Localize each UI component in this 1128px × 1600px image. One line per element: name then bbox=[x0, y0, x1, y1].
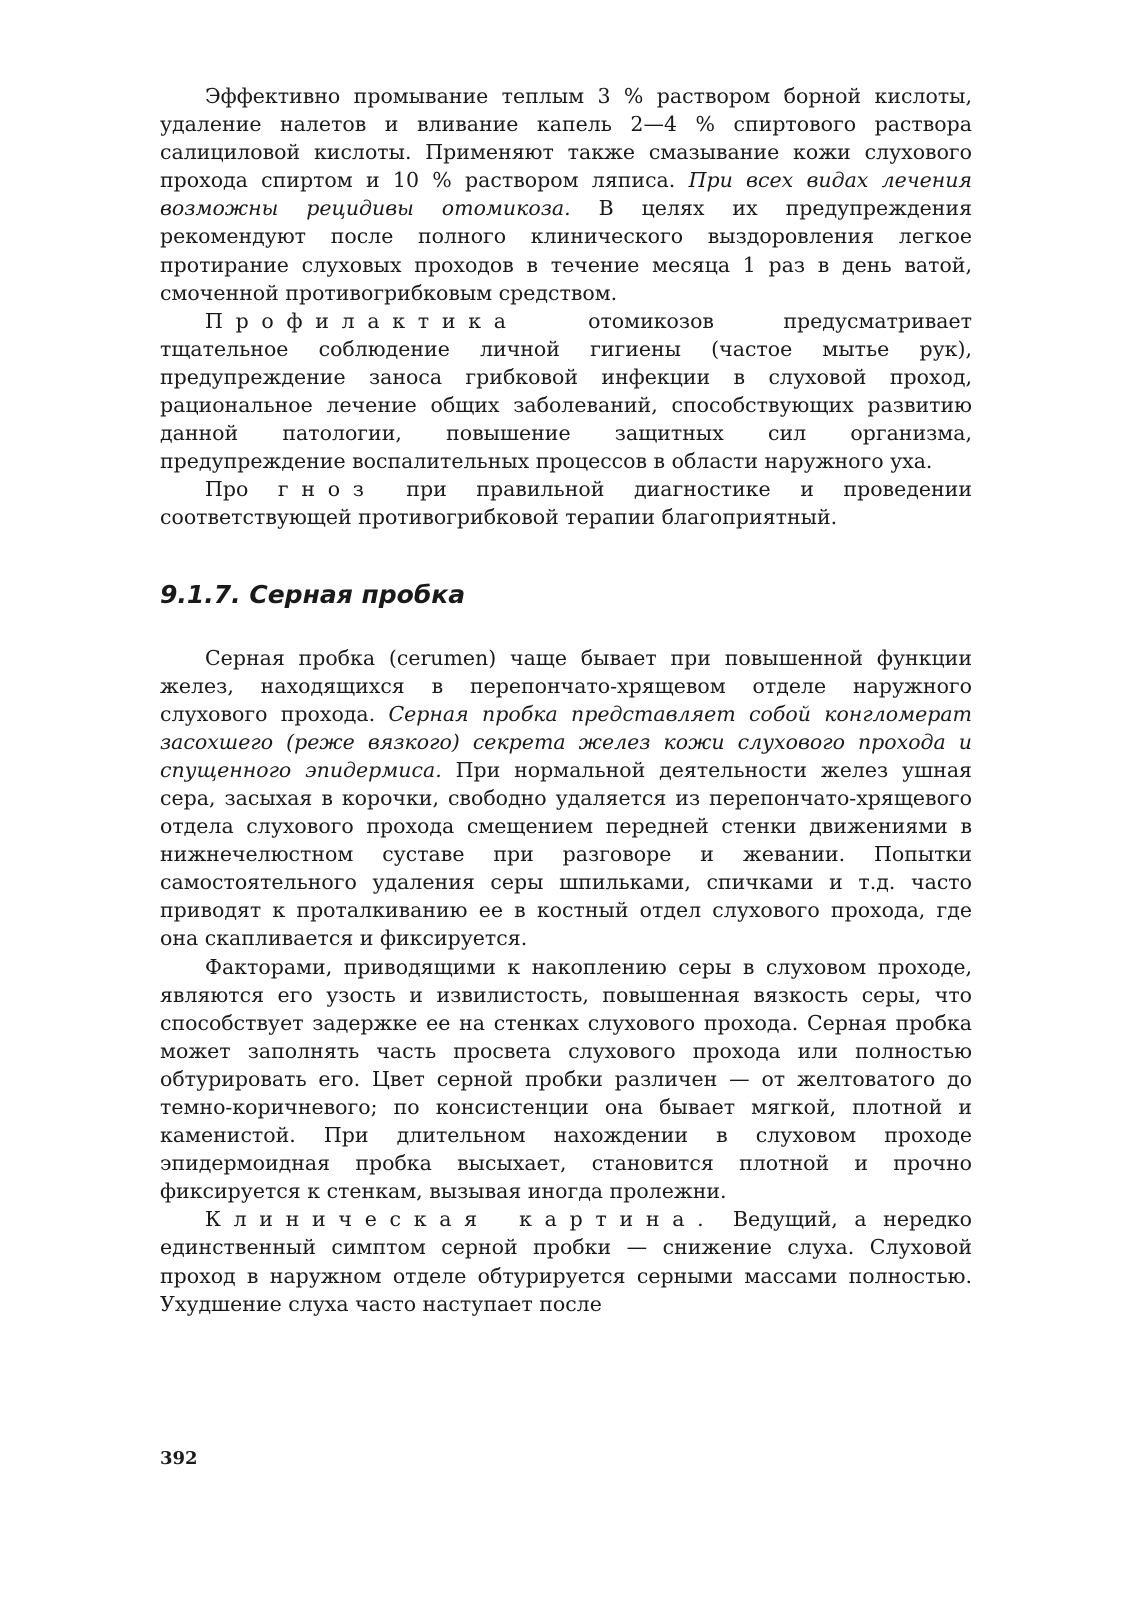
prophylaxis-term: Профилактика bbox=[205, 308, 519, 333]
paragraph-prophylaxis bbox=[160, 307, 972, 476]
page-body bbox=[160, 82, 972, 1318]
paragraph-cerumen-intro bbox=[160, 644, 972, 953]
page-number: 392 bbox=[160, 1448, 198, 1469]
cerumen-definition-italic: Серная пробка представляет собой конгломерат засохшего (реже вязкого) секрета желез кожи слухового прохода и спущенного эпидермиса. bbox=[160, 701, 972, 782]
clinical-picture-term: Клиническая картина. bbox=[205, 1207, 717, 1232]
prognosis-text: при правильной диагностике и проведении соответствующей противогрибковой терапии благоприятный. bbox=[160, 477, 972, 530]
clinical-picture-text: Ведущий, а нередко единственный симптом серной пробки — снижение слуха. Слуховой проход в наружном отделе обтурируется серными массами полностью. Ухудшение слуха часто наступает после bbox=[160, 1207, 972, 1316]
prognosis-term: гноз bbox=[277, 477, 377, 502]
prognosis-term-lead: Про bbox=[205, 477, 249, 502]
treatment-italic-text: При всех видах лечения возможны рецидивы отомикоза. bbox=[160, 168, 972, 221]
treatment-text-continued: В целях их предупреждения рекомендуют после полного клинического выздоровления легкое протирание слуховых проходов в течение месяца 1 раз в день ватой, смоченной противогрибковым средством. bbox=[160, 196, 972, 305]
cerumen-intro-text: Серная пробка (cerumen) чаще бывает при повышенной функции желез, находящихся в перепончато-хрящевом отделе наружного слухового прохода. bbox=[160, 645, 972, 726]
paragraph-treatment bbox=[160, 82, 972, 307]
cerumen-intro-text-continued: При нормальной деятельности желез ушная сера, засыхая в корочки, свободно удаляется из перепончато-хрящевого отдела слухового прохода смещением передней стенки движениями в нижнечелюстном суставе при разговоре и жевании. Попытки самостоятельного удаления серы шпильками, спичками и т.д. часто приводят к проталкиванию ее в костный отдел слухового прохода, где она скапливается и фиксируется. bbox=[160, 757, 972, 951]
section-heading: 9.1.7. Серная пробка bbox=[160, 579, 466, 609]
paragraph-prognosis bbox=[160, 475, 972, 531]
paragraph-factors: Факторами, приводящими к накоплению серы в слуховом проходе, являются его узость и извилистость, повышенная вязкость серы, что способствует задержке ее на стенках слухового прохода. Серная пробка может заполнять часть просвета слухового прохода или полностью обтурировать его. Цвет серной пробки различен — от желтоватого до темно-коричневого; по консистенции она бывает мягкой, плотной и каменистой. При длительном нахождении в слуховом проходе эпидермоидная пробка высыхает, становится плотной и прочно фиксируется к стенкам, вызывая иногда пролежни. bbox=[160, 954, 972, 1204]
prophylaxis-text: отомикозов предусматривает тщательное соблюдение личной гигиены (частое мытье рук), предупреждение заноса грибковой инфекции в слуховой проход, рациональное лечение общих заболеваний, способствующих развитию данной патологии, повышение защитных сил организма, предупреждение воспалительных процессов в области наружного уха. bbox=[160, 308, 972, 474]
treatment-text: Эффективно промывание теплым 3 % раствором борной кислоты, удаление налетов и вливание капель 2—4 % спиртового раствора салициловой кислоты. Применяют также смазывание кожи слухового прохода спиртом и 10 % раствором ляписа. bbox=[160, 84, 972, 193]
paragraph-clinical-picture bbox=[160, 1205, 972, 1317]
